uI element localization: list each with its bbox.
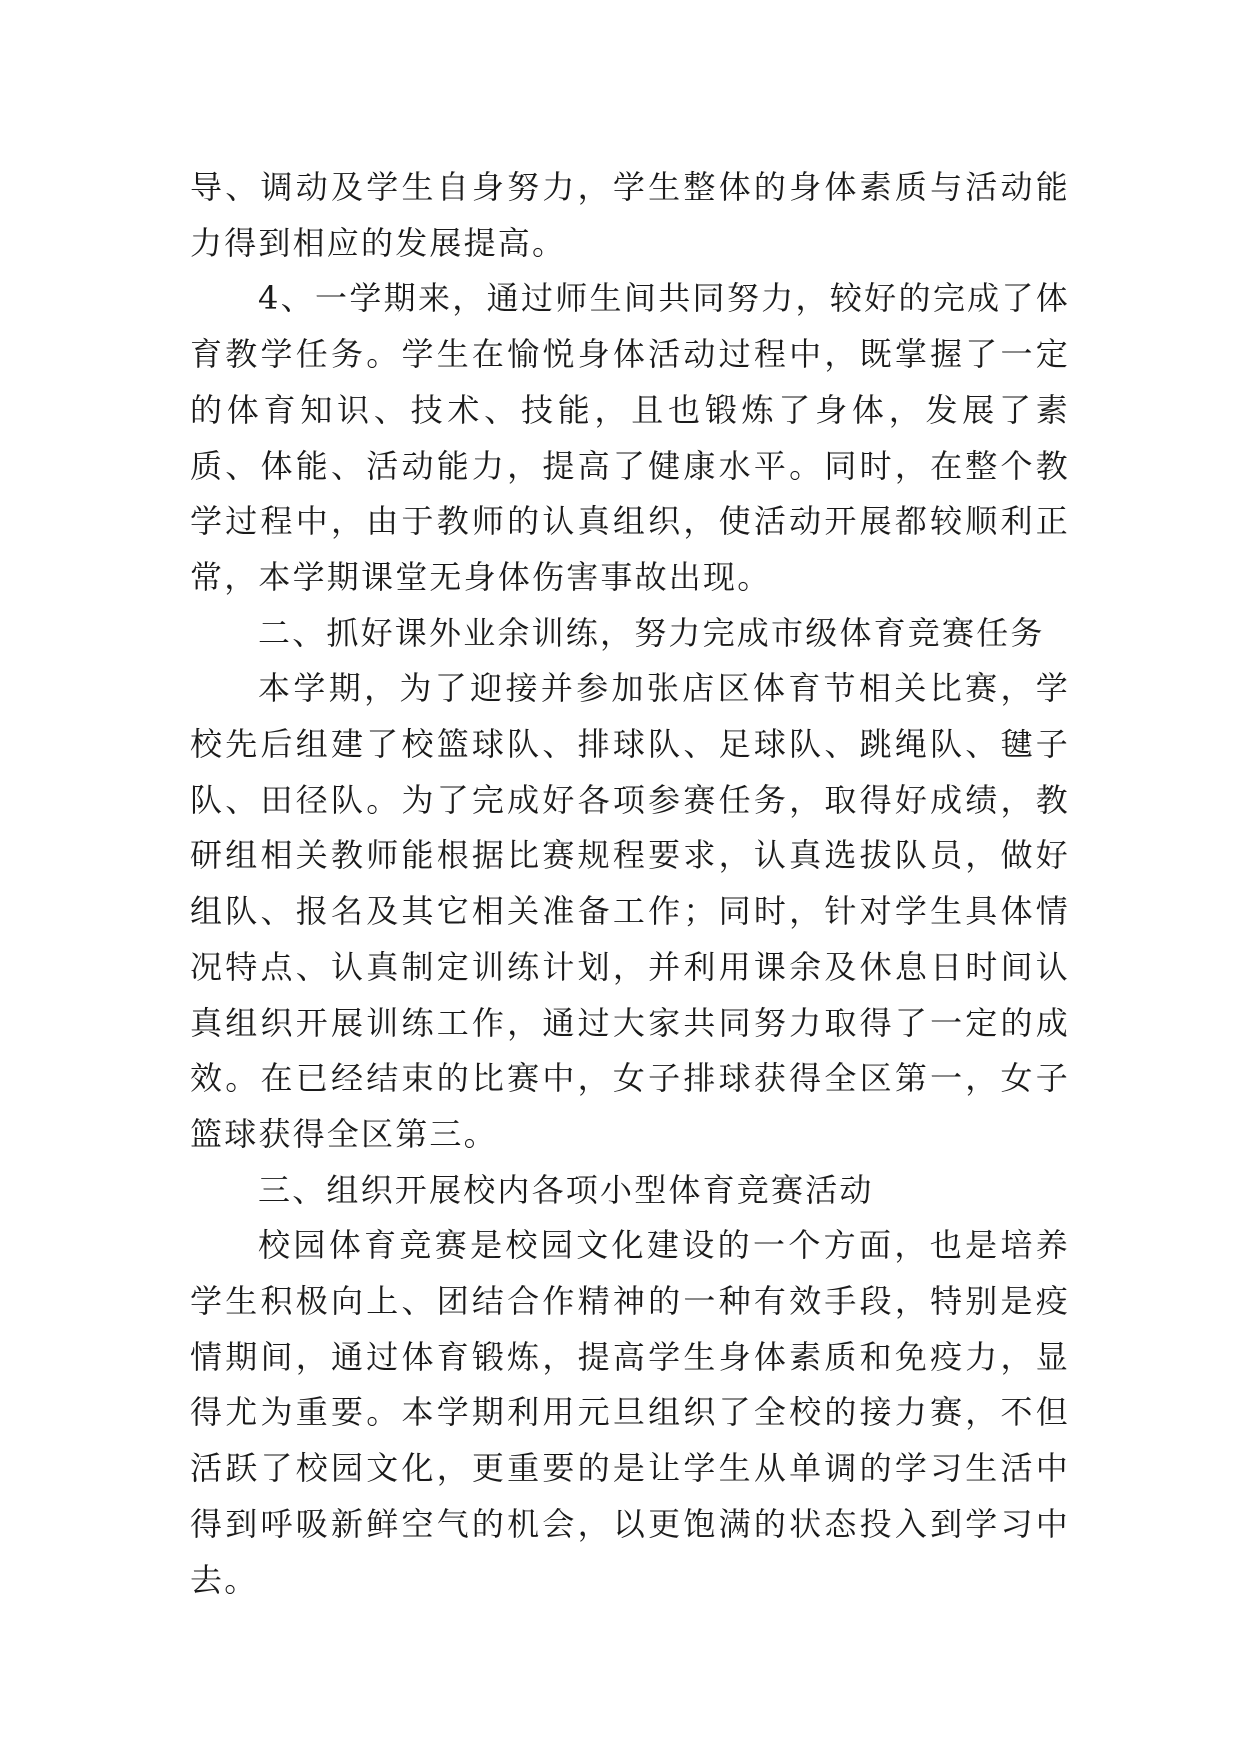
document-body xyxy=(190,160,1070,1608)
section-heading-3: 三、组织开展校内各项小型体育竞赛活动 xyxy=(258,1170,874,1209)
paragraph-point-4: 4、一学期来，通过师生间共同努力，较好的完成了体育教学任务。学生在愉悦身体活动过程中，既掌握了一定的体育知识、技术、技能，且也锻炼了身体，发展了素质、体能、活动能力，提高了健康水平。同时，在整个教学过程中，由于教师的认真组织，使活动开展都较顺利正常，本学期课堂无身体伤害事故出现。 xyxy=(190,279,1070,596)
paragraph-training: 本学期，为了迎接并参加张店区体育节相关比赛，学校先后组建了校篮球队、排球队、足球队、跳绳队、毽子队、田径队。为了完成好各项参赛任务，取得好成绩，教研组相关教师能根据比赛规程要求，认真选拔队员，做好组队、报名及其它相关准备工作；同时，针对学生具体情况特点、认真制定训练计划，并利用课余及休息日时间认真组织开展训练工作，通过大家共同努力取得了一定的成效。在已经结束的比赛中，女子排球获得全区第一，女子篮球获得全区第三。 xyxy=(190,669,1070,1153)
paragraph-competitions: 校园体育竞赛是校园文化建设的一个方面，也是培养学生积极向上、团结合作精神的一种有效手段，特别是疫情期间，通过体育锻炼，提高学生身体素质和免疫力，显得尤为重要。本学期利用元旦组织了全校的接力赛，不但活跃了校园文化，更重要的是让学生从单调的学习生活中得到呼吸新鲜空气的机会，以更饱满的状态投入到学习中去。 xyxy=(190,1226,1070,1599)
section-heading-2: 二、抓好课外业余训练，努力完成市级体育竞赛任务 xyxy=(258,613,1045,652)
paragraph-continuation: 导、调动及学生自身努力，学生整体的身体素质与活动能力得到相应的发展提高。 xyxy=(190,168,1070,262)
